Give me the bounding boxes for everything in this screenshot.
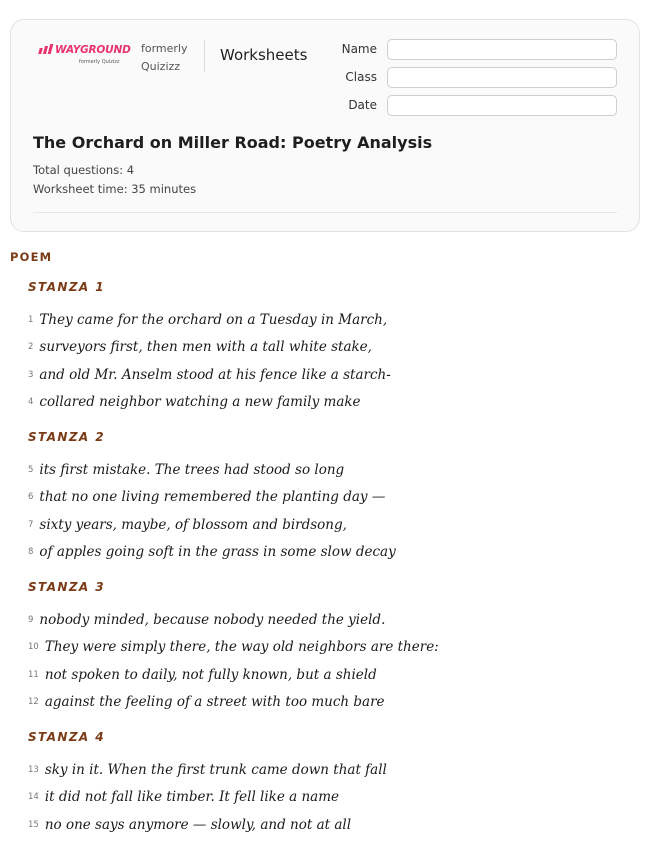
stanza-heading: STANZA 4 [28,730,105,744]
logo-bars-icon [39,44,53,54]
line-text: nobody minded, because nobody needed the yield. [39,612,386,628]
poem-line [28,309,387,329]
line-text: not spoken to daily, not fully known, but a shield [44,666,377,683]
logo-subtext: formerly Quizizz [79,59,120,65]
date-label: Date [348,98,377,112]
total-questions: Total questions: 4 [33,163,135,177]
line-text: sky in it. When the first trunk came down that fall [44,762,387,778]
line-number: 4 [28,397,34,408]
name-label: Name [341,42,377,56]
line-number: 12 [28,697,39,708]
line-text: of apples going soft in the grass in some slow decay [39,544,396,561]
logo-text: WAYGROUND [55,44,131,56]
line-text: They were simply there, the way old neighbors are there: [44,639,439,656]
poem-line [28,759,387,779]
worksheet-time: Worksheet time: 35 minutes [33,182,197,196]
poem-line [28,636,439,656]
line-text: They came for the orchard on a Tuesday in March, [39,312,388,328]
line-text: and old Mr. Anselm stood at his fence like a starch- [39,366,391,383]
stanza-heading: STANZA 2 [28,430,105,444]
poem-line [28,486,385,506]
line-number: 13 [28,765,39,775]
line-number: 9 [28,615,34,625]
line-number: 14 [28,792,39,803]
line-text: that no one living remembered the planting day — [39,489,386,506]
line-number: 15 [28,819,39,830]
line-number: 8 [28,547,34,558]
line-number: 10 [28,642,39,653]
poem-line [28,336,372,356]
poem-line [28,664,377,684]
line-text: it did not fall like timber. It fell like a name [44,789,340,806]
line-number: 11 [28,669,39,680]
wayground-logo [39,44,131,70]
formerly-note: formerly Quizizz [141,42,188,73]
poem-line [28,786,339,806]
line-number: 7 [28,519,34,530]
line-number: 6 [28,492,34,503]
line-text: sixty years, maybe, of blossom and birdsong, [39,516,347,533]
line-number: 3 [28,369,34,380]
line-number: 1 [28,315,34,325]
worksheet-header-card [10,19,640,232]
section-label: Worksheets [220,46,308,64]
poem-line [28,691,385,711]
date-input[interactable] [387,95,617,116]
line-text: its first mistake. The trees had stood so long [39,462,345,478]
class-input[interactable] [387,67,617,88]
poem-line [28,391,361,411]
line-text: no one says anymore — slowly, and not at all [44,816,352,833]
line-text: collared neighbor watching a new family make [39,394,361,411]
line-number: 2 [28,342,34,353]
line-number: 5 [28,465,34,475]
class-label: Class [345,70,377,84]
line-text: against the feeling of a street with too much bare [44,694,385,711]
header-divider [204,40,205,72]
poem-heading: POEM [10,250,53,264]
poem-line [28,514,347,534]
poem-line [28,609,385,629]
stanza-heading: STANZA 1 [28,280,105,294]
header-bottom-divider [33,212,617,213]
poem-line [28,364,391,384]
worksheet-title: The Orchard on Miller Road: Poetry Analysis [33,133,433,152]
name-input[interactable] [387,39,617,60]
poem-line [28,459,344,479]
poem-line [28,541,396,561]
line-text: surveyors first, then men with a tall white stake, [39,339,372,356]
stanza-heading: STANZA 3 [28,580,105,594]
poem-line [28,814,351,834]
